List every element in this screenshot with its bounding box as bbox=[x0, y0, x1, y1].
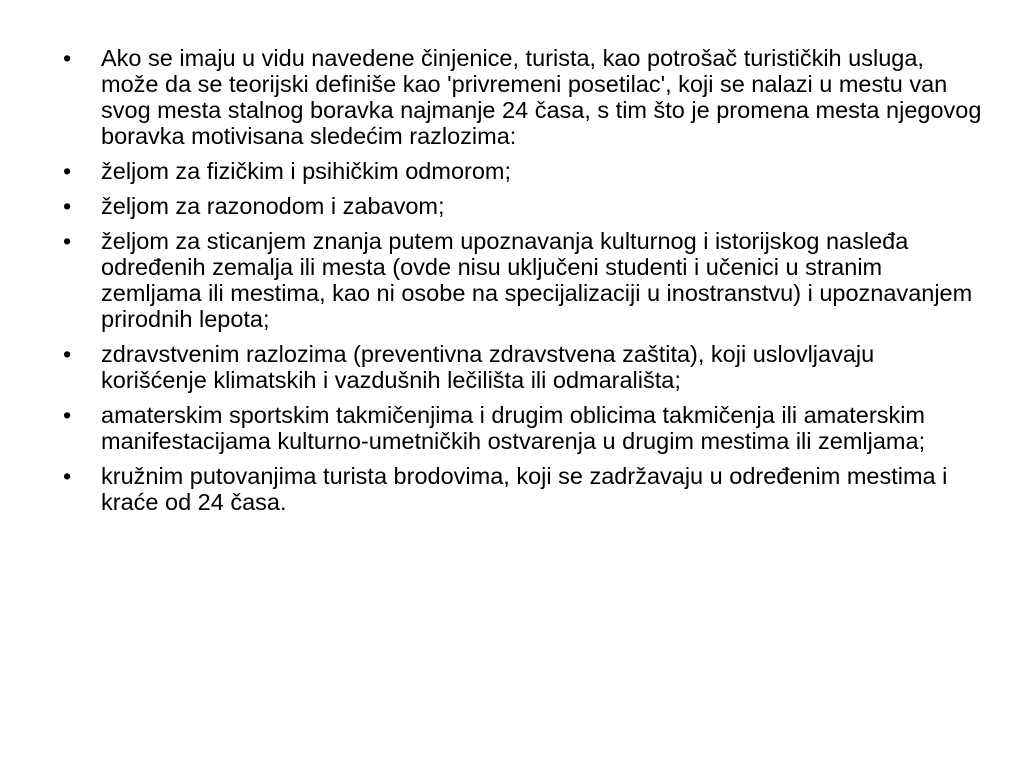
bullet-icon: • bbox=[63, 45, 72, 71]
bullet-icon: • bbox=[63, 341, 72, 367]
bullet-icon: • bbox=[63, 402, 72, 428]
bullet-text: amaterskim sportskim takmičenjima i drugim oblicima takmičenja ili amaterskim manifestacijama kulturno-umetničkih ostvarenja u drugim mestima ili zemljama; bbox=[101, 402, 926, 454]
bullet-text: kružnim putovanjima turista brodovima, koji se zadržavaju u određenim mestima i kraće od 24 časa. bbox=[101, 463, 948, 515]
bullet-list bbox=[63, 45, 983, 524]
bullet-icon: • bbox=[63, 463, 72, 489]
bullet-item bbox=[63, 341, 983, 393]
bullet-text: željom za razonodom i zabavom; bbox=[101, 193, 445, 219]
bullet-item bbox=[63, 463, 983, 515]
bullet-item bbox=[63, 158, 983, 184]
bullet-item bbox=[63, 228, 983, 332]
bullet-text: željom za sticanjem znanja putem upoznavanja kulturnog i istorijskog nasleđa određenih zemalja ili mesta (ovde nisu uključeni studenti i učenici u stranim zemljama ili mestima, kao ni osobe na specijalizaciji u inostranstvu) i upoznavanjem prirodnih lepota; bbox=[101, 228, 973, 332]
bullet-item bbox=[63, 45, 983, 149]
bullet-text: zdravstvenim razlozima (preventivna zdravstvena zaštita), koji uslovljavaju korišćenje klimatskih i vazdušnih lečilišta ili odmarališta; bbox=[101, 341, 875, 393]
bullet-icon: • bbox=[63, 228, 72, 254]
bullet-icon: • bbox=[63, 158, 72, 184]
bullet-icon: • bbox=[63, 193, 72, 219]
bullet-item bbox=[63, 193, 983, 219]
bullet-text: željom za fizičkim i psihičkim odmorom; bbox=[101, 158, 512, 184]
bullet-item bbox=[63, 402, 983, 454]
bullet-text: Ako se imaju u vidu navedene činjenice, turista, kao potrošač turističkih usluga, može da se teorijski definiše kao 'privremeni posetilac', koji se nalazi u mestu van svog mesta stalnog boravka najmanje 24 časa, s tim što je promena mesta njegovog boravka motivisana sledećim razlozima: bbox=[101, 45, 982, 149]
